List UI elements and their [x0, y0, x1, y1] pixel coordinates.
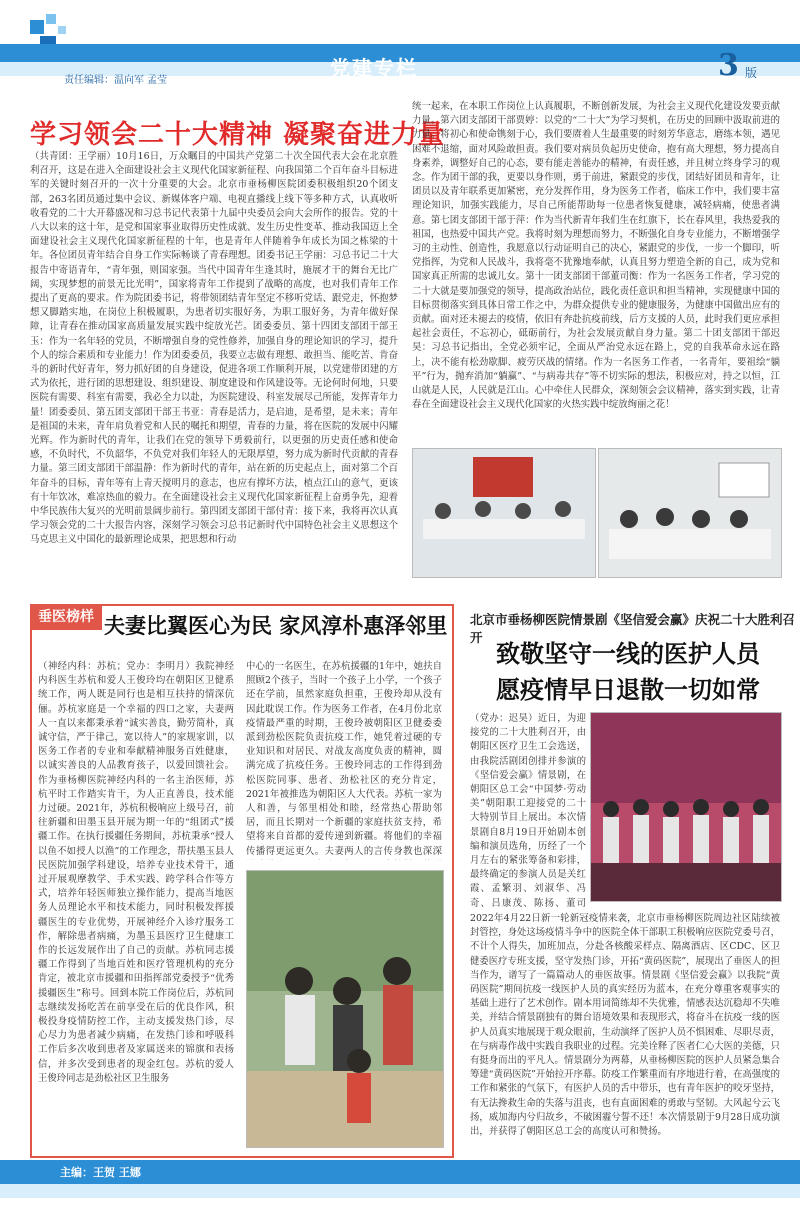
page-number: 3 [718, 48, 739, 83]
photo-stage-performance [590, 712, 782, 902]
article3-title [478, 636, 778, 708]
article3-text-intro: （党办：迟昊）近日，为迎接党的二十大胜利召开，由朝阳区医疗卫生工会选送，由我院活剧团创排并参演的《坚信爱会赢》情景剧，在朝阳区总工会“中国梦·劳动美”朝阳职工迎接党的二十大特别节目上展出。本次情景剧自8月19日开始剧本创编和演员选角，历经了一个月左右的紧张筹备和彩排，最终确定的参演人员是关红霞、孟繁羽、刘淑华、冯奇、吕康茂、陈扬、董司 [470, 713, 586, 908]
article2-text-left: （神经内科：苏杭；党办：李明月）我院神经内科医生苏杭和爱人王俊玲均在朝阳区卫健系统工作，两人既是同行也是相互扶持的情深伉俪。苏杭家庭是一个幸福的四口之家，夫妻两人一直以来都秉承着“诚实善良，勤劳简朴，真诚守信，严于律己，宽以待人”的家规家训，以医务工作者的专业和奉献精神服务百姓健康，以诚实善良的人品教育孩子，以爱回馈社会。作为垂杨柳医院神经内科的一名主治医师，苏杭平时工作踏实肯干，为人正直善良，技术能力过硬。2021年，苏杭积极响应上级号召，前往新疆和田墨玉县开展为期一年的“组团式”援疆工作。在执行援疆任务期间，苏杭秉承“授人以鱼不如授人以渔”的工作理念，帮扶墨玉县人民医院加强学科建设，培养专业技术骨干，通过开展观摩教学、手术实践、跨学科合作等方式，培养年轻医师独立操作能力，提高当地医务人员理论水平和技术能力，同时积极发挥援疆医生的专业优势，开展神经介入诊疗服务工作，解除患者病痛，为墨玉县医疗卫生健康工作的长远发展作出了自己的贡献。苏杭同志援疆工作得到了当地百姓和医疗管理机构的充分肯定，被北京市援疆和田指挥部党委授予“优秀援疆医生”称号。回到本院工作岗位后，苏杭同志继续发扬吃苦在前享受在后的优良作风，积极投身疫情防控工作，主动支援发热门诊，尽心尽力为患者减少病痛，在发热门诊和呼吸科工作后多次收到患者及家属送来的锦旗和表扬信，并多次受到患者的现金红包。苏杭的爱人王俊玲同志是劲松社区卫生服务 [38, 661, 234, 1084]
article3-title-line1: 致敬坚守一线的医护人员 [496, 640, 760, 668]
article3-title-line2: 愿疫情早日退散一切如常 [496, 676, 760, 704]
chief-editor: 主编：王贺 王娜 [60, 1166, 141, 1179]
article3-subtitle: 北京市垂杨柳医院情景剧《坚信爱会赢》庆祝二十大胜利召开 [470, 612, 796, 645]
footer-band-light [0, 1184, 800, 1198]
article1-title: 学习领会二十大精神 凝聚奋进力量 [30, 120, 446, 150]
article2-title: 夫妻比翼医心为民 家风淳朴惠泽邻里 [104, 614, 448, 638]
article3-column-intro [470, 712, 586, 908]
photo-family [246, 870, 444, 1148]
page-unit: 版 [745, 66, 758, 80]
article1-text-left: （共青团：王学丽）10月16日，万众瞩目的中国共产党第二十次全国代表大会在北京胜利召开，这是在进入全面建设社会主义现代化国家新征程、向我国第二个百年奋斗目标进军的关键时刻召开的一次十分重要的大会。北京市垂杨柳医院团委积极组织20个团支部，263名团员通过集中会议、新媒体客户端、电视直播线上线下等多种方式，认真收听收看党的二十大开幕盛况和习总书记代表第十九届中央委员会向大会所作的报告。党的十八大以来的这十年，是党和国家事业取得历史性成就、发生历史性变革、推动我国迈上全面建设社会主义现代化国家新征程的十年，也是青年人伴随着争年成长为国之栋梁的十年。各位团员青年结合自身工作实际畅谈了青春理想。团委书记王学丽：习总书记二十大报告中寄语青年，“青年强，则国家强。当代中国青年生逢其时，施展才干的舞台无比广阔，实现梦想的前景无比光明”，国家将青年工作提到了战略的高度，也对我们青年工作提出了更高的要求。作为院团委书记，将带领团结青年坚定不移听党话、跟党走，怀抱梦想又脚踏实地，在岗位上积极履职，为患者切实服好务，为职工服好务，为青年做好保障，让青春在推动国家高质量发展实践中绽放光芒。团委委员、第十四团支部团干部王玉：作为一名年轻的党员，不断增强自身的党性修养，加强自身的理论知识的学习，提升个人的综合素质和专业能力！作为团委委员，我要立志做有理想、敢担当、能吃苦、肯奋斗的新时代好青年，努力抓好团的自身建设，促进各项工作顺利开展，以党建带团建的方式为依托，进行团的思想建设、组织建设、制度建设和作风建设等。无论何时何地，只要医院有需要、科室有需要，我必全力以赴，为医院建设、科室发展尽己所能，发挥青年力量！团委委员、第五团支部团干部王书亚：青春是活力，是启迪，是希望，是未来；青年是祖国的未来，青年肩负着党和人民的嘱托和期望，青春的力量，将在医院的发展中闪耀光辉。作为新时代的青年，让我们在党的领导下勇毅前行，以更强的历史责任感和使命感，不负时代，不负韶华，不负党对我们年轻人的无限厚望，努力成为新时代贡献的青春力量。第三团支部团干部温静：作为新时代的青年，站在新的历史起点上，面对第二个百年奋斗的目标，青年等有上青天搅明月的意志，也应有撑坏方法，植点江山的意气，更该有十年饮冰，难凉热血的毅力。在全面建设社会主义现代化国家新征程上奋勇争先，迎着中华民族伟大复兴的光明前景阔步前行。第四团支部团干部付青：接下来，我将再次认真学习领会党的二十大报告内容，深刻学习领会习总书记新时代中国特色社会主义思想这个马克思主义中国化的最新理论成果，把思想和行动 [30, 151, 398, 546]
article2-column-left [38, 660, 234, 1146]
section-title: 党建专栏 [330, 56, 418, 80]
article1-text-right: 统一起来，在本职工作岗位上认真履职，不断创新发展，为社会主义现代化建设发要贡献力量。第六团支部团干部贾婷：以党的“二十大”为学习契机，在历史的回顾中汲取前进的力量。将初心和使命镌刻于心，我们要赓着人生最重要的时刻芳华意志，磨练本领，遇见困难不退缩，面对风险敢担责。我们要对病员负起历史使命，抱有高大理想，努力提高自身素养，调整好自己的心态，要有能走善能办的精神，有责任感，并且树立终身学习的观念。作为团干部的我，更要以身作则，勇于前进，紧跟党的步伐，团结好团员和青年，让团员以及青年联系更加紧密，充分发挥作用，身为医务工作者，临床工作中，我们要丰富理论知识，加强实践能力，尽自己所能帮助每一位患者恢复健康，减轻病痛，使患者满意。第七团支部团干部于萍：作为当代新青年我们生在红旗下，长在春风里，我热爱我的祖国，也热爱中国共产党。我将时刻为理想而努力，不断强化自身专业能力，不断增强学习的主动性、创造性，我愿意以行动证明自己的决心，紧跟党的步伐，一步一个脚印，听党指挥，为党和人民战斗，我将毫不犹豫地奉献，认真且努力塑造全新的自己，成为党和国家真正所需的忠诚儿女。第十一团支部团干部董司衡：作为一名医务工作者，学习党的二十大就是要加强党的领导，提高政治站位，践化责任意识和担当精神，实现健康中国的目标贯彻落实到具体日常工作之中，为群众提供专业的健康服务，为健康中国做出应有的贡献。面对还未褪去的疫情，依旧有奔赴抗疫前线，后方支援的人员，此时我们更应承担起社会责任，不忘初心，砥砺前行，为社会发展贡献自身力量。第二十团支部团干部迟昊：习总书记指出，全党必须牢记，全面从严治党永远在路上，党的自我革命永远在路上，决不能有松劲歇脚、疲劳厌战的情绪。作为一名医务工作者，一名青年，要祖绘“躺平”行为，抛弃消加“躺赢”、“与病毒共存”等不切实际的想法，积极应对，持之以恒，江山就是人民，人民就是江山。心中牵住人民群众，深刻领会会议精神，落实到实践，让青春在全面建设社会主义现代化国家的火热实践中绽放绚丽之花！ [412, 101, 780, 411]
article2-column-right [246, 660, 442, 860]
article1-column-left [30, 150, 398, 590]
responsible-editor: 责任编辑：温向军 孟莹 [64, 75, 168, 86]
article3-column-body [470, 912, 780, 1156]
article2-tag: 垂医榜样 [30, 604, 102, 630]
article2-text-right: 中心的一名医生，在苏杭援疆的1年中，她扶自照顾2个孩子，当时一个孩子上小学，一个孩子还在学前，虽然家庭负担重，王俊玲却从没有因此耽误工作。作为医务工作者，在4月份北京疫情最严重的时期，王俊玲被朝阳区卫健委委派到劲松医院负责抗疫工作，她凭着过硬的专业知识和对居民、对战友高度负责的精神，圆满完成了抗疫任务。王俊玲同志的工作得到劲松医院同事、患者、劲松社区的充分肯定，2021年被推选为朝阳区人大代表。苏杭一家为人和善，与邻里相处和睦，经常热心帮助邻居，而且长期对一个新疆的家庭扶贫支持，希望将来自首都的爱传递到新疆。将他们的幸福传播得更远更久。夫妻两人的言传身教也深深 [246, 661, 442, 857]
article3-text-body: 2022年4月22日新一轮新冠疫情来袭，北京市垂杨柳医院周边社区陆续被封管控，身处这场疫情斗争中的医院全体干部职工积极响应医院党委号召，不计个人得失，加班加点，分赴各核酸采样点、隔离酒店、区CDC、区卫健委医疗专班支援，坚守发热门诊，开拓“黄码医院”，展现出了垂医人的担当作为，谱写了一篇篇动人的垂医故事。情景剧《坚信爱会赢》以我院“黄码医院”期间抗疫一线医护人员的真实经历为蓝本，在充分尊重客观事实的基础上进行了艺术创作。剧本用词简练却不失优雅，情感表达沉稳却不失唯美，并结合情景剧独有的舞台语境效果和表现形式，将奋斗在抗疫一线的医护人员真实地展现于观众眼前，生动演绎了医护人员不惧困难、尽职尽责，在与病毒作战中实践自我职业的过程。完美诠释了医者仁心大医的美德，只有挺身而出的平凡人。情景剧分为两幕，从垂杨柳医院的医护人员紧急集合筹建“黄码医院”开始拉开序幕。防疫工作繁重而有序地进行着，在高强度的工作和紧张的气氛下，有医护人员的舌中带乐，也有青年医护的咬牙坚持，有无法搀救生命的失落与沮丧，也有直面困难的勇敢与坚韧。大风起兮云飞扬，威加海内兮归故乡，不破困霾兮誓不还！本次情景剧于9月28日成功演出，并获得了朝阳区总工会的高度认可和赞扬。 [470, 913, 780, 1138]
photo-study-meeting [412, 448, 596, 578]
photo-study-meeting-2 [598, 448, 782, 578]
article1-column-right [412, 100, 780, 430]
